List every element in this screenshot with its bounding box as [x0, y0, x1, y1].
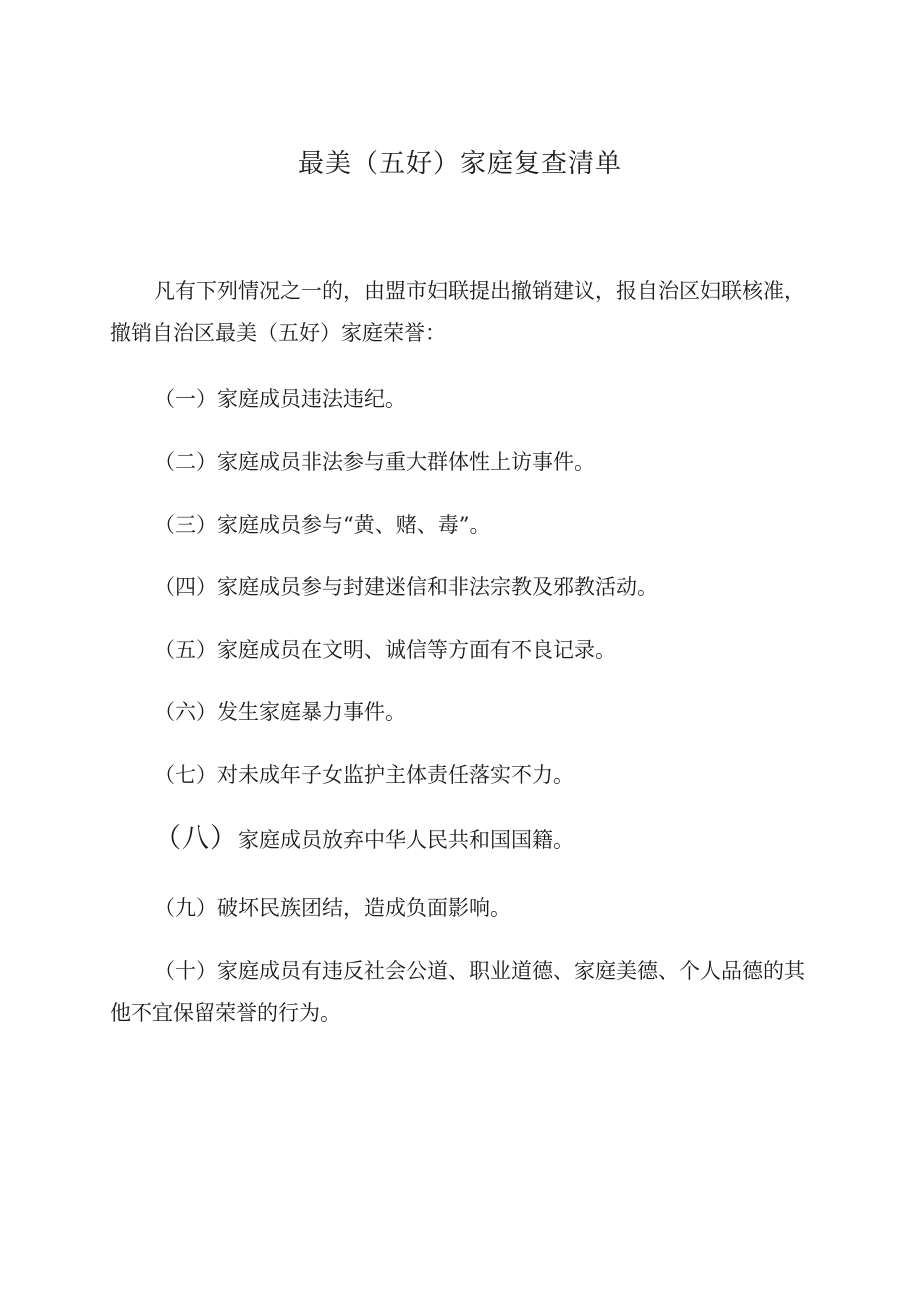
list-item [110, 887, 810, 929]
item-marker: （一） [154, 387, 217, 411]
list-item [110, 504, 810, 546]
item-text: 家庭成员非法参与重大群体性上访事件。 [217, 450, 595, 474]
item-text: 发生家庭暴力事件。 [217, 700, 406, 724]
list-item [110, 566, 810, 608]
item-text: 家庭成员参与“黄、赌、毒”。 [217, 513, 491, 537]
item-text: 家庭成员在文明、诚信等方面有不良记录。 [217, 638, 616, 662]
list-item [110, 754, 810, 796]
list-item [110, 441, 810, 483]
list-item [110, 950, 810, 1034]
item-marker: （十） [154, 959, 217, 983]
item-text: 家庭成员有违反社会公道、职业道德、家庭美德、个人品德的其他不宜保留荣誉的行为。 [110, 959, 805, 1025]
item-marker: （九） [154, 896, 217, 920]
item-text: 破坏民族团结，造成负面影响。 [217, 896, 511, 920]
item-text: 家庭成员违法违纪。 [217, 387, 406, 411]
item-marker: （四） [154, 575, 217, 599]
item-marker: （三） [154, 513, 217, 537]
list-item [110, 378, 810, 420]
list-item [110, 818, 810, 861]
item-text: 家庭成员参与封建迷信和非法宗教及邪教活动。 [217, 575, 658, 599]
item-marker: （六） [154, 700, 217, 724]
item-marker: （五） [154, 638, 217, 662]
document-title: 最美（五好）家庭复查清单 [297, 149, 622, 179]
item-text: 家庭成员放弃中华人民共和国国籍。 [238, 828, 574, 852]
item-text: 对未成年子女监护主体责任落实不力。 [217, 763, 574, 787]
item-marker: （八） [154, 823, 238, 854]
list-item [110, 629, 810, 671]
intro-paragraph: 凡有下列情况之一的，由盟市妇联提出撤销建议，报自治区妇联核准，撤销自治区最美（五好）家庭荣誉： [110, 279, 805, 345]
list-item [110, 691, 810, 733]
item-marker: （二） [154, 450, 217, 474]
item-marker: （七） [154, 763, 217, 787]
